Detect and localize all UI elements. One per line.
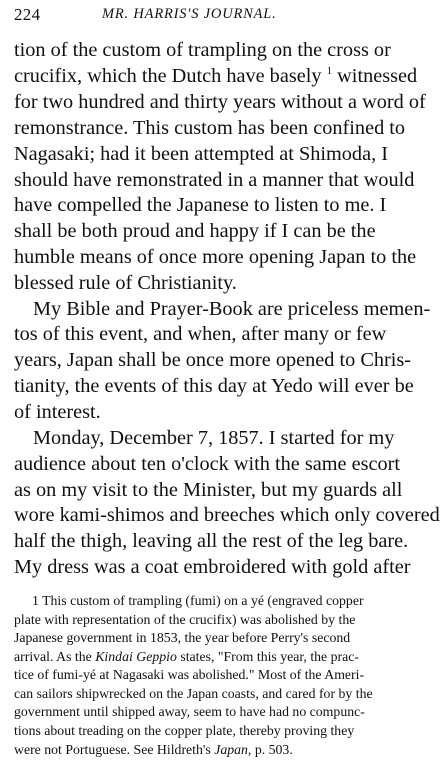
- footnote-line-7: government until shipped away, seem to have had no compunc-: [14, 704, 365, 719]
- body-line-14: tianity, the events of this day at Yedo will ever be: [14, 375, 414, 397]
- body-line-5: Nagasaki; had it been attempted at Shimoda, I: [14, 143, 388, 165]
- body-line-6: should have remonstrated in a manner that would: [14, 169, 415, 191]
- body-line-2-text: crucifix, which the Dutch have basely: [14, 65, 322, 87]
- body-line-11: My Bible and Prayer-Book are priceless memen-: [33, 298, 431, 320]
- body-line-16: Monday, December 7, 1857. I started for my: [33, 427, 395, 449]
- footnote-line-9b: , p. 503.: [247, 742, 293, 757]
- footnote-line-5: tice of fumi-yé at Nagasaki was abolished." Most of the Ameri-: [14, 667, 365, 682]
- body-line-13: years, Japan shall be once more opened to Chris-: [14, 349, 412, 371]
- body-line-4: remonstrance. This custom has been confined to: [14, 117, 406, 139]
- body-line-9: humble means of once more opening Japan to the: [14, 246, 417, 268]
- footnote-line-4b: states, "From this year, the prac-: [180, 649, 359, 664]
- body-line-3: for two hundred and thirty years without a word of: [14, 91, 426, 113]
- body-line-8: shall be both proud and happy if I can be the: [14, 220, 376, 242]
- footnote-line-1: [32, 592, 364, 610]
- footnote-line-4: [14, 648, 359, 666]
- footnote-reference: 1: [326, 65, 333, 78]
- page-header: [14, 5, 432, 27]
- footnote-line-9: [14, 741, 293, 759]
- body-line-2-tail: witnessed: [337, 65, 418, 87]
- footnote-cited-book: Japan: [214, 742, 248, 757]
- body-line-19: wore kami-shimos and breeches which only covered: [14, 504, 440, 526]
- body-line-17: audience about ten o'clock with the same escort: [14, 453, 401, 475]
- running-head: MR. HARRIS'S JOURNAL.: [102, 6, 277, 22]
- footnote-line-3: Japanese government in 1853, the year before Perry's second: [14, 630, 351, 645]
- footnote-line-2: plate with representation of the crucifix) was abolished by the: [14, 612, 356, 627]
- footnote-line-9a: were not Portuguese. See Hildreth's: [14, 742, 211, 757]
- footnote-line-6: can sailors shipwrecked on the Japan coasts, and cared for by the: [14, 686, 373, 701]
- footnote-cited-title: Kindai Geppio: [95, 649, 177, 664]
- body-line-21: My dress was a coat embroidered with gold after: [14, 556, 411, 578]
- body-line-7: have compelled the Japanese to listen to me. I: [14, 194, 387, 216]
- page-number: 224: [14, 5, 41, 24]
- body-line-20: half the thigh, leaving all the rest of the leg bare.: [14, 530, 409, 552]
- body-line-1: tion of the custom of trampling on the cross or: [14, 39, 391, 61]
- body-line-15: of interest.: [14, 401, 101, 423]
- footnote-line-4a: arrival. As the: [14, 649, 92, 664]
- body-line-10: blessed rule of Christianity.: [14, 272, 237, 294]
- body-line-2: [14, 64, 417, 88]
- footnote-text-1: This custom of trampling (fumi) on a yé (engraved copper: [42, 593, 364, 608]
- body-line-12: tos of this event, and when, after many or few: [14, 323, 387, 345]
- footnote-line-8: tions about treading on the copper plate, thereby proving they: [14, 723, 355, 738]
- body-line-18: as on my visit to the Minister, but my guards all: [14, 479, 403, 501]
- footnote-marker: 1: [32, 593, 39, 608]
